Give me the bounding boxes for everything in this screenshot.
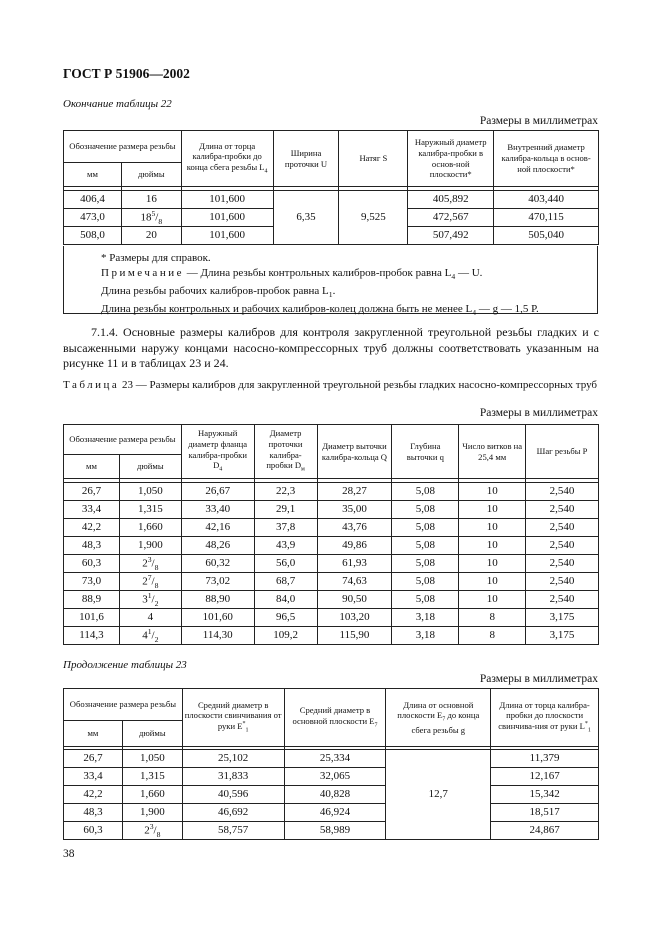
inch-whole: 2 — [142, 575, 148, 588]
t23-cell-dm: 109,2 — [254, 627, 317, 645]
t23-cell-mm: 88,9 — [64, 591, 120, 609]
t22-cell-inner: 403,440 — [494, 191, 599, 209]
t23b-cell-e7: 58,989 — [284, 822, 386, 840]
t23b-cell-e1: 58,757 — [182, 822, 284, 840]
t23b-cell-in: 1,660 — [122, 786, 182, 804]
inch-whole: 2 — [142, 557, 148, 570]
t23-cell-n: 8 — [459, 609, 526, 627]
t23b-cell-in: $2^3/_8$ — [122, 822, 182, 840]
t23-header-flange-diameter: Наружный диаметр фланца калибра-пробки $D_4$ — [181, 425, 254, 479]
t23-cell-in: 4 — [119, 609, 181, 627]
t23-cell-p: 2,540 — [526, 501, 599, 519]
t23-cell-mm: 114,3 — [64, 627, 120, 645]
page-number: 38 — [63, 848, 75, 860]
t22-header-interference: Натяг S — [339, 131, 408, 187]
t22-header-mm: мм — [64, 163, 122, 187]
t22-header-outer-diameter: Наружный диаметр калибра-пробки в основ-ной плоскости* — [408, 131, 494, 187]
t23b-cell-mm: 42,2 — [64, 786, 123, 804]
t23-header-mm: мм — [64, 455, 120, 479]
t22-header-inner-diameter: Внутренний диаметр калибра-кольца в основ-ной плоскости* — [494, 131, 599, 187]
note-line: Длина резьбы контрольных и рабочих калибров-колец должна быть не менее $L_4$ — g — 1,5 P. — [101, 303, 539, 318]
t23-cell-in: $2^7/_8$ — [119, 573, 181, 591]
inch-denominator: 8 — [154, 580, 159, 590]
t23b-header-l1: Длина от торца калибра-пробки до плоскости свинчива-ния от руки $L^*_1$ — [491, 689, 599, 747]
t23b-cell-l1: 11,379 — [491, 750, 599, 768]
t23-cell-in: 1,315 — [119, 501, 181, 519]
table-row — [64, 786, 599, 804]
footnote: * Размеры для справок. — [101, 252, 211, 264]
t23-cell-dm: 43,9 — [254, 537, 317, 555]
table23-title: Таблица 23 — Размеры калибров для закругленной треугольной резьбы гладких насосно-компрессорных труб — [63, 379, 598, 391]
t23-cell-q: 5,08 — [392, 573, 459, 591]
inch-numerator: 1 — [147, 626, 152, 636]
inch-numerator: 3 — [147, 554, 152, 564]
t23-cell-q: 5,08 — [392, 483, 459, 501]
t22-cell-in: 16 — [121, 191, 181, 209]
t23-cell-n: 10 — [459, 537, 526, 555]
t23-cell-n: 10 — [459, 519, 526, 537]
t23-cell-n: 8 — [459, 627, 526, 645]
table-row — [64, 501, 599, 519]
note-line: Примечание — Длина резьбы контрольных калибров-пробок равна $L_4$ — U. — [101, 267, 483, 282]
t23-cell-in: $4^1/_2$ — [119, 627, 181, 645]
t23-cell-q-big: 103,20 — [317, 609, 392, 627]
inch-whole: 4 — [142, 629, 148, 642]
t23-cell-p: 2,540 — [526, 591, 599, 609]
t23-cell-in: $2^3/_8$ — [119, 555, 181, 573]
t23-header-groove-diameter: Диаметр проточки калибра-пробки $D_м$ — [254, 425, 317, 479]
t23-cell-q-big: 115,90 — [317, 627, 392, 645]
t23-header-groove-depth: Глубина выточки q — [392, 425, 459, 479]
t23-cell-q: 5,08 — [392, 591, 459, 609]
t23b-cell-e7: 32,065 — [284, 768, 386, 786]
inch-denominator: 8 — [154, 562, 159, 572]
t23-cell-mm: 42,2 — [64, 519, 120, 537]
t22-cell-length: 101,600 — [181, 209, 273, 227]
t23-cell-p: 2,540 — [526, 555, 599, 573]
t23-cell-dm: 96,5 — [254, 609, 317, 627]
t22-cell-mm: 406,4 — [64, 191, 122, 209]
t22-cell-inner: 505,040 — [494, 227, 599, 245]
t23-cell-d4: 42,16 — [181, 519, 254, 537]
table-row — [64, 750, 599, 768]
t22-cell-mm: 508,0 — [64, 227, 122, 245]
table-row — [64, 537, 599, 555]
t23b-cell-e7: 46,924 — [284, 804, 386, 822]
table-row — [64, 768, 599, 786]
t22-cell-outer: 405,892 — [408, 191, 494, 209]
t23-cell-d4: 114,30 — [181, 627, 254, 645]
t23b-cell-in: 1,050 — [122, 750, 182, 768]
t23b-header-designation: Обозначение размера резьбы — [64, 689, 183, 721]
t22-cell-inner: 470,115 — [494, 209, 599, 227]
t23-cell-d4: 60,32 — [181, 555, 254, 573]
t22-cell-length: 101,600 — [181, 191, 273, 209]
t22-header-length: Длина от торца калибра-пробки до конца сбега резьбы $L_4$ — [181, 131, 273, 187]
t23-cell-n: 10 — [459, 501, 526, 519]
t22-cell-in: 20 — [121, 227, 181, 245]
t23b-cell-mm: 60,3 — [64, 822, 123, 840]
t23-cell-p: 3,175 — [526, 627, 599, 645]
t23-cell-dm: 37,8 — [254, 519, 317, 537]
table-row — [64, 519, 599, 537]
table-row — [64, 555, 599, 573]
note-line: Длина резьбы рабочих калибров-пробок равна $L_1$. — [101, 285, 336, 300]
t23b-cell-in: 1,900 — [122, 804, 182, 822]
t22-header-groove-width: Ширина проточки U — [273, 131, 339, 187]
t23-cell-dm: 29,1 — [254, 501, 317, 519]
t23-cell-n: 10 — [459, 573, 526, 591]
t23-cell-p: 2,540 — [526, 519, 599, 537]
t23-cell-q-big: 74,63 — [317, 573, 392, 591]
t23-cell-q-big: 61,93 — [317, 555, 392, 573]
t23b-header-e7: Средний диаметр в основной плоскости $E_7$ — [284, 689, 386, 747]
t23-cell-in: 1,660 — [119, 519, 181, 537]
table-row — [64, 822, 599, 840]
t23b-header-g: Длина от основной плоскости $E_7$ до конца сбега резьбы g — [386, 689, 491, 747]
t23-cell-q-big: 28,27 — [317, 483, 392, 501]
t23-cell-mm: 33,4 — [64, 501, 120, 519]
t23-cell-d4: 101,60 — [181, 609, 254, 627]
t23-cell-q-big: 49,86 — [317, 537, 392, 555]
t23b-cell-l1: 24,867 — [491, 822, 599, 840]
t23b-cell-l1: 15,342 — [491, 786, 599, 804]
t23b-cell-mm: 48,3 — [64, 804, 123, 822]
table-row — [64, 573, 599, 591]
t22-cell-interference: 9,525 — [339, 191, 408, 245]
t23b-cell-e1: 31,833 — [182, 768, 284, 786]
t23-cell-q: 5,08 — [392, 501, 459, 519]
table23b-units-note: Размеры в миллиметрах — [479, 673, 598, 685]
t23-cell-mm: 73,0 — [64, 573, 120, 591]
document-header-title: ГОСТ Р 51906—2002 — [63, 66, 190, 81]
t23-cell-q: 5,08 — [392, 555, 459, 573]
t23b-cell-e7: 25,334 — [284, 750, 386, 768]
t23b-cell-in: 1,315 — [122, 768, 182, 786]
inch-whole: 3 — [142, 593, 148, 606]
t23-cell-q: 5,08 — [392, 537, 459, 555]
t23-cell-mm: 60,3 — [64, 555, 120, 573]
t23-cell-p: 2,540 — [526, 537, 599, 555]
t23-header-turns: Число витков на 25,4 мм — [459, 425, 526, 479]
table23b — [63, 688, 599, 840]
t23-cell-q: 5,08 — [392, 519, 459, 537]
t23-cell-q: 3,18 — [392, 627, 459, 645]
t22-cell-in: $18^5/_8$ — [121, 209, 181, 227]
table22-notes — [63, 246, 598, 318]
t23-cell-dm: 56,0 — [254, 555, 317, 573]
inch-denominator: 2 — [154, 634, 159, 644]
inch-denominator: 2 — [154, 598, 159, 608]
t23-cell-n: 10 — [459, 483, 526, 501]
t23b-cell-mm: 26,7 — [64, 750, 123, 768]
t23b-cell-e1: 46,692 — [182, 804, 284, 822]
t22-header-designation: Обозначение размера резьбы — [64, 131, 182, 163]
t23b-header-e1: Средний диаметр в плоскости свинчивания от руки $E^*_1$ — [182, 689, 284, 747]
t23-cell-p: 3,175 — [526, 609, 599, 627]
t23b-cell-e1: 40,596 — [182, 786, 284, 804]
t23b-cell-l1: 18,517 — [491, 804, 599, 822]
inch-whole: 2 — [144, 824, 150, 837]
table22-caption: Окончание таблицы 22 — [63, 98, 172, 110]
t23-cell-d4: 88,90 — [181, 591, 254, 609]
t22-cell-outer: 472,567 — [408, 209, 494, 227]
table-row — [64, 483, 599, 501]
t23-cell-d4: 33,40 — [181, 501, 254, 519]
table-row — [64, 591, 599, 609]
inch-numerator: 1 — [147, 590, 152, 600]
t23-cell-p: 2,540 — [526, 573, 599, 591]
t23-cell-d4: 26,67 — [181, 483, 254, 501]
t23-header-ring-groove: Диаметр выточки калибра-кольца Q — [317, 425, 392, 479]
table23 — [63, 424, 599, 645]
t23-cell-mm: 101,6 — [64, 609, 120, 627]
t23-header-inches: дюймы — [119, 455, 181, 479]
t23-cell-n: 10 — [459, 591, 526, 609]
t23-cell-d4: 73,02 — [181, 573, 254, 591]
t23-cell-mm: 48,3 — [64, 537, 120, 555]
inch-numerator: 3 — [149, 821, 154, 831]
t22-cell-groove-width: 6,35 — [273, 191, 339, 245]
table-row — [64, 804, 599, 822]
t22-cell-outer: 507,492 — [408, 227, 494, 245]
t23-cell-mm: 26,7 — [64, 483, 120, 501]
inch-denominator: 8 — [156, 829, 161, 839]
t23b-cell-mm: 33,4 — [64, 768, 123, 786]
inch-numerator: 7 — [147, 572, 152, 582]
t22-cell-length: 101,600 — [181, 227, 273, 245]
t23-header-designation: Обозначение размера резьбы — [64, 425, 182, 455]
t23-cell-q: 3,18 — [392, 609, 459, 627]
table22 — [63, 130, 599, 245]
table-row — [64, 627, 599, 645]
t23b-cell-l1: 12,167 — [491, 768, 599, 786]
t23-cell-dm: 68,7 — [254, 573, 317, 591]
t22-header-inches: дюймы — [121, 163, 181, 187]
t22-cell-mm: 473,0 — [64, 209, 122, 227]
table-row — [64, 191, 599, 209]
t23-cell-dm: 84,0 — [254, 591, 317, 609]
t23-cell-in: 1,900 — [119, 537, 181, 555]
table22-units-note: Размеры в миллиметрах — [479, 115, 598, 127]
t23-header-pitch: Шаг резьбы P — [526, 425, 599, 479]
t23-cell-in: 1,050 — [119, 483, 181, 501]
t23b-cell-e7: 40,828 — [284, 786, 386, 804]
t23b-header-inches: дюймы — [122, 721, 182, 747]
table-row — [64, 609, 599, 627]
t23-cell-d4: 48,26 — [181, 537, 254, 555]
t23-cell-q-big: 35,00 — [317, 501, 392, 519]
t23-cell-dm: 22,3 — [254, 483, 317, 501]
t23b-header-mm: мм — [64, 721, 123, 747]
table23-units-note: Размеры в миллиметрах — [479, 407, 598, 419]
t23-cell-p: 2,540 — [526, 483, 599, 501]
t23-cell-n: 10 — [459, 555, 526, 573]
t23b-cell-e1: 25,102 — [182, 750, 284, 768]
t23b-cell-g: 12,7 — [386, 750, 491, 840]
table23b-caption: Продолжение таблицы 23 — [63, 659, 187, 671]
t23-cell-q-big: 43,76 — [317, 519, 392, 537]
t23-cell-q-big: 90,50 — [317, 591, 392, 609]
section-paragraph: 7.1.4. Основные размеры калибров для контроля закругленной треугольной резьбы гладких и с высаженными наружу концами насосно-компрессорных труб должны соответствовать указанным на рисунке 11 и в таблицах 23 и 24. — [63, 325, 599, 370]
t23-cell-in: $3^1/_2$ — [119, 591, 181, 609]
